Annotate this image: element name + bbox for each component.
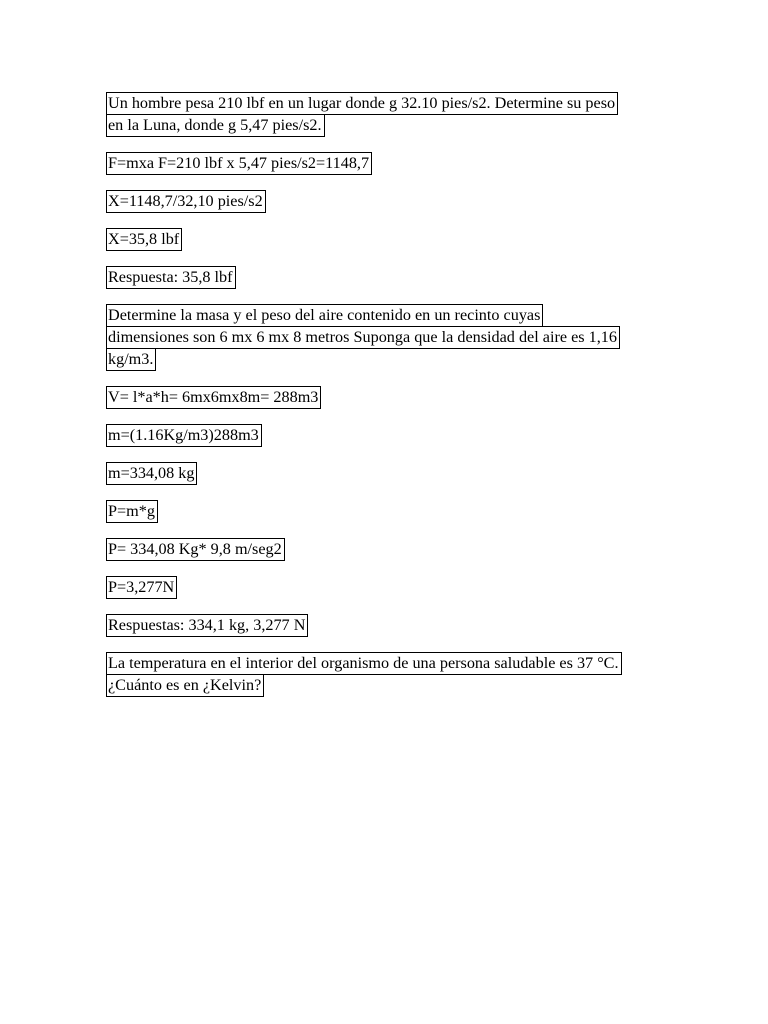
text-line: kg/m3. xyxy=(106,348,156,371)
problem-2-weight-formula xyxy=(106,500,666,523)
text-line: Determine la masa y el peso del aire contenido en un recinto cuyas xyxy=(106,304,543,327)
text-line: X=35,8 lbf xyxy=(106,228,182,251)
problem-2-weight-result xyxy=(106,576,666,599)
text-line: dimensiones son 6 mx 6 mx 8 metros Suponga que la densidad del aire es 1,16 xyxy=(106,326,620,349)
text-line: La temperatura en el interior del organismo de una persona saludable es 37 °C. xyxy=(106,652,622,675)
text-line: en la Luna, donde g 5,47 pies/s2. xyxy=(106,114,325,137)
problem-2-statement xyxy=(106,304,666,371)
problem-3-statement xyxy=(106,652,666,697)
document-page xyxy=(106,92,666,712)
problem-2-mass-result xyxy=(106,462,666,485)
text-line: Respuestas: 334,1 kg, 3,277 N xyxy=(106,614,308,637)
problem-1-formula xyxy=(106,152,666,175)
text-line: m=334,08 kg xyxy=(106,462,197,485)
text-line: P=3,277N xyxy=(106,576,177,599)
problem-1-result xyxy=(106,228,666,251)
problem-1-answer xyxy=(106,266,666,289)
problem-2-answer xyxy=(106,614,666,637)
text-line: F=mxa F=210 lbf x 5,47 pies/s2=1148,7 xyxy=(106,152,372,175)
text-line: Un hombre pesa 210 lbf en un lugar donde g 32.10 pies/s2. Determine su peso xyxy=(106,92,618,115)
text-line: Respuesta: 35,8 lbf xyxy=(106,266,236,289)
text-line: P= 334,08 Kg* 9,8 m/seg2 xyxy=(106,538,285,561)
problem-1-statement xyxy=(106,92,666,137)
problem-1-step xyxy=(106,190,666,213)
problem-2-mass-formula xyxy=(106,424,666,447)
text-line: ¿Cuánto es en ¿Kelvin? xyxy=(106,674,264,697)
problem-2-volume xyxy=(106,386,666,409)
text-line: m=(1.16Kg/m3)288m3 xyxy=(106,424,262,447)
text-line: X=1148,7/32,10 pies/s2 xyxy=(106,190,266,213)
text-line: V= l*a*h= 6mx6mx8m= 288m3 xyxy=(106,386,321,409)
problem-2-weight-step xyxy=(106,538,666,561)
text-line: P=m*g xyxy=(106,500,158,523)
